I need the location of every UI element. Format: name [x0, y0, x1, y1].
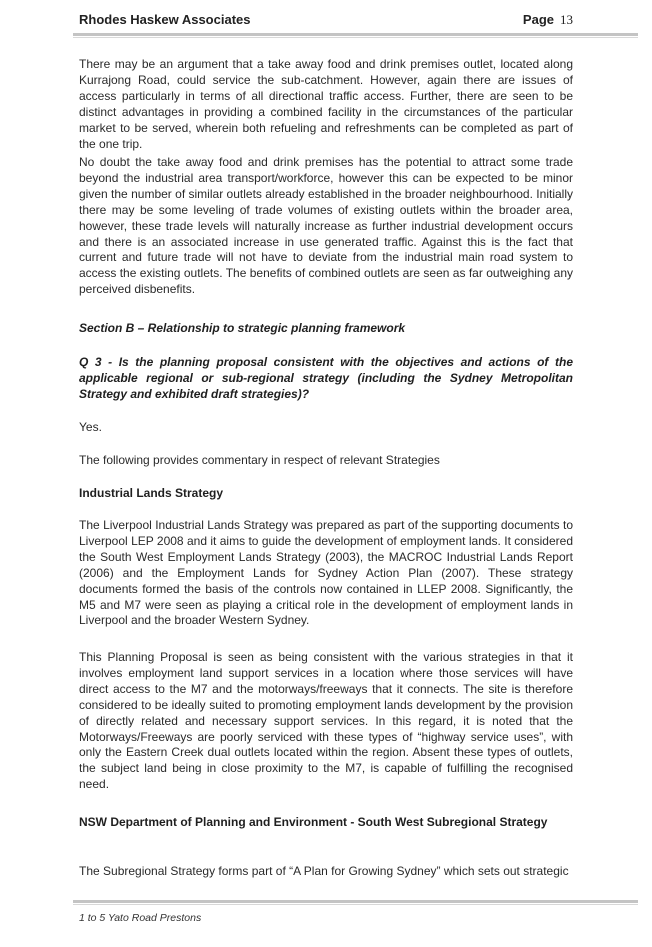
page-number: 13	[560, 12, 573, 27]
paragraph-commentary-intro: The following provides commentary in respect of relevant Strategies	[79, 453, 440, 467]
industrial-lands-strategy-heading: Industrial Lands Strategy	[79, 486, 224, 500]
header-divider-thin	[73, 37, 638, 38]
footer-divider	[73, 900, 638, 903]
nsw-subregional-strategy-heading: NSW Department of Planning and Environment - South West Subregional Strategy	[79, 815, 548, 829]
answer-yes: Yes.	[79, 420, 102, 434]
page-number-label	[523, 12, 573, 28]
page-label: Page	[522, 12, 554, 27]
page-header	[79, 12, 573, 34]
paragraph-trade-impact: No doubt the take away food and drink premises has the potential to attract some trade beyond the industrial area transport/workforce, however this can be expected to be minor given the number of similar outlets already established in the broader neighbourhood. Initially there may be some leveling of trade volumes of existing outlets within the broader area, however, these trade levels will naturally increase as further industrial development occurs and there is an associated increase in use generated traffic. Against this is the fact that current and future trade will not have to deviate from the industrial main road system to access the existing outlets. The benefits of combined outlets are seen as far outweighing any perceived disbenefits.	[79, 155, 573, 297]
paragraph-liverpool-strategy: The Liverpool Industrial Lands Strategy was prepared as part of the supporting documents to Liverpool LEP 2008 and it aims to guide the development of employment lands. It considered the South West Employment Lands Strategy (2003), the MACROC Industrial Lands Report (2006) and the Employment Lands for Sydney Action Plan (2007). These strategy documents formed the basis of the controls now contained in LLEP 2008. Significantly, the M5 and M7 were seen as playing a critical role in the development of employment lands in Liverpool and the broader Western Sydney.	[79, 518, 573, 628]
paragraph-take-away-argument: There may be an argument that a take away food and drink premises outlet, located along Kurrajong Road, could service the sub-catchment. However, again there are issues of access particularly in terms of all directional traffic access. Further, there are seen to be distinct advantages in providing a combined facility in the circumstances of the particular market to be served, wherein both refueling and refreshments can be completed as part of the one trip.	[79, 57, 573, 151]
paragraph-subregional-strategy: The Subregional Strategy forms part of “A Plan for Growing Sydney” which sets out strategic	[79, 864, 569, 878]
paragraph-planning-proposal-consistency: This Planning Proposal is seen as being consistent with the various strategies in that it involves employment land support services in a location where those services will have direct access to the M7 and the motorways/freeways that it connects. The site is therefore considered to be ideally suited to promoting employment lands development by the provision of directly related and necessary support services. In this regard, it is noted that the Motorways/Freeways are poorly serviced with these types of “highway service uses”, with only the Eastern Creek dual outlets located within the region. Absent these types of outlets, the subject land being in close proximity to the M7, is capable of fulfilling the recognised need.	[79, 650, 573, 792]
footer-address: 1 to 5 Yato Road Prestons	[79, 912, 202, 924]
section-b-heading: Section B – Relationship to strategic planning framework	[79, 321, 406, 335]
footer-divider-thin	[73, 904, 638, 905]
company-name: Rhodes Haskew Associates	[79, 12, 251, 27]
question-3: Q 3 - Is the planning proposal consistent with the objectives and actions of the applicable regional or sub-regional strategy (including the Sydney Metropolitan Strategy and exhibited draft strategies)?	[79, 355, 573, 401]
header-divider	[73, 33, 638, 36]
